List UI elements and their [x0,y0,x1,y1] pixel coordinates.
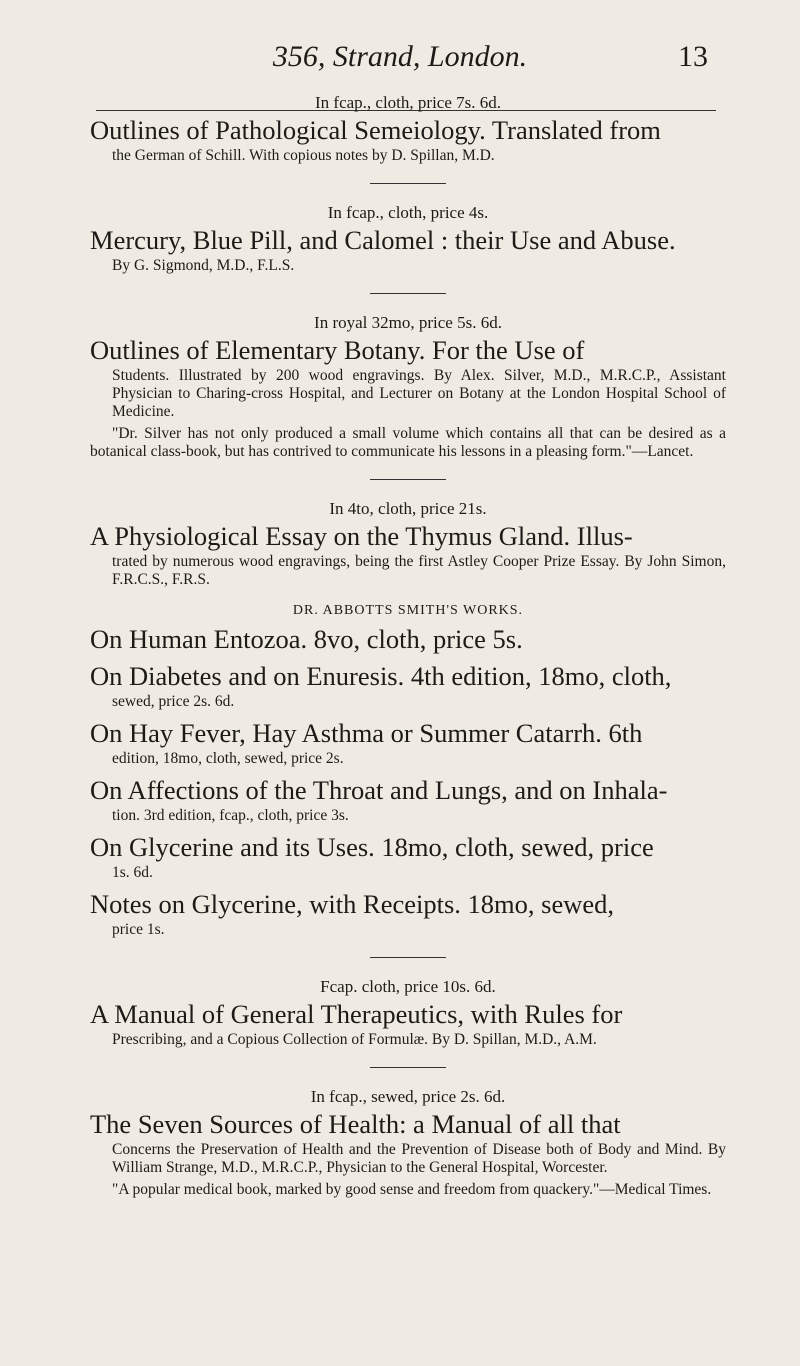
book-entry-elementary-botany [90,312,726,461]
book-title: Outlines of Elementary Botany. For the Use of [90,335,585,365]
separator-rule [370,183,446,184]
book-imprint: In fcap., cloth, price 7s. 6d. [315,93,501,112]
book-entry-pathological-semeiology [90,92,726,165]
book-description: edition, 18mo, cloth, sewed, price 2s. [112,750,344,767]
book-entry-thymus-gland [90,498,726,589]
page-number: 13 [678,40,708,73]
list-item [90,833,726,882]
book-entry-general-therapeutics [90,976,726,1049]
running-head [0,36,800,76]
book-title: The Seven Sources of Health: a Manual of all that [90,1109,621,1139]
book-imprint: In 4to, cloth, price 21s. [329,499,487,518]
review-quote: "Dr. Silver has not only produced a small volume which contains all that can be desired as a botanical class-book, but has contrived to communicate his lessons in a pleasing form."—Lancet. [90,425,726,460]
list-item [90,625,726,654]
book-imprint: Fcap. cloth, price 10s. 6d. [320,977,496,996]
book-description: the German of Schill. With copious notes by D. Spillan, M.D. [112,147,495,164]
list-item [90,890,726,939]
book-imprint: In fcap., cloth, price 4s. [327,203,489,222]
book-title: On Glycerine and its Uses. 18mo, cloth, sewed, price [90,832,654,862]
book-title: On Diabetes and on Enuresis. 4th edition, 18mo, cloth, [90,661,672,691]
separator-rule [370,1067,446,1068]
book-imprint: In fcap., sewed, price 2s. 6d. [310,1087,506,1106]
book-description: Students. Illustrated by 200 wood engravings. By Alex. Silver, M.D., M.R.C.P., Assistant Physician to Charing-cross Hospital, and Lecturer on Botany at the London Hospital School of Medicine. [112,367,726,420]
list-item [90,719,726,768]
book-entry-mercury-blue-pill [90,202,726,275]
smith-works-section [90,603,726,939]
book-description: trated by numerous wood engravings, being the first Astley Cooper Prize Essay. By John Simon, F.R.C.S., F.R.S. [112,553,726,588]
book-title: On Human Entozoa. 8vo, cloth, price 5s. [90,624,523,654]
book-title: On Hay Fever, Hay Asthma or Summer Catarrh. 6th [90,718,643,748]
book-description: Prescribing, and a Copious Collection of Formulæ. By D. Spillan, M.D., A.M. [112,1031,597,1048]
review-quote: "A popular medical book, marked by good sense and freedom from quackery."—Medical Times. [112,1181,712,1198]
book-entry-seven-sources-of-health [90,1086,726,1199]
book-imprint: In royal 32mo, price 5s. 6d. [314,313,502,332]
separator-rule [370,479,446,480]
book-title: Mercury, Blue Pill, and Calomel : their Use and Abuse. [90,225,676,255]
book-title: A Physiological Essay on the Thymus Gland. Illus- [90,521,633,551]
book-title: On Affections of the Throat and Lungs, and on Inhala- [90,775,668,805]
running-head-title: 356, Strand, London. [272,40,528,73]
book-description: tion. 3rd edition, fcap., cloth, price 3s. [112,807,349,824]
book-description: 1s. 6d. [112,864,153,881]
book-title: Outlines of Pathological Semeiology. Translated from [90,115,661,145]
list-item [90,776,726,825]
book-description: By G. Sigmond, M.D., F.L.S. [112,257,295,274]
section-heading: DR. ABBOTTS SMITH'S WORKS. [292,603,524,618]
book-title: A Manual of General Therapeutics, with Rules for [90,999,623,1029]
advertisement-list [90,92,726,1199]
book-description: Concerns the Preservation of Health and the Prevention of Disease both of Body and Mind. By William Strange, M.D., M.R.C.P., Physician to the General Hospital, Worcester. [112,1141,726,1176]
separator-rule [370,957,446,958]
book-description: price 1s. [112,921,165,938]
list-item [90,662,726,711]
book-description: sewed, price 2s. 6d. [112,693,235,710]
separator-rule [370,293,446,294]
book-title: Notes on Glycerine, with Receipts. 18mo, sewed, [90,889,614,919]
